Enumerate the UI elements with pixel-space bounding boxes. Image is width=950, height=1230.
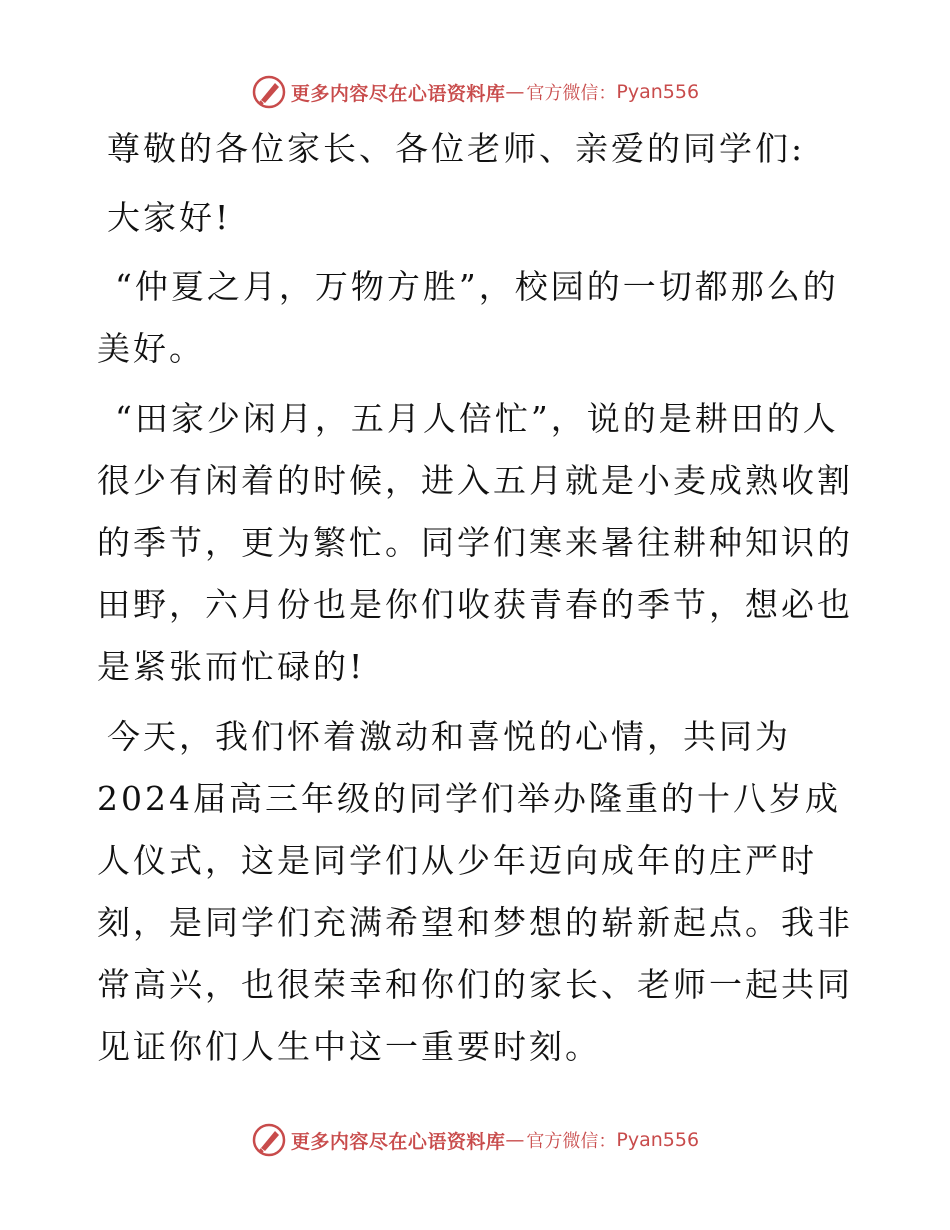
watermark-wechat-label: 官方微信： [526, 83, 617, 104]
paragraph-1: “仲夏之月，万物方胜”，校园的一切都那么的美好。 [97, 267, 839, 368]
greeting: 大家好! [107, 198, 232, 237]
pen-circle-logo-icon [251, 1122, 287, 1158]
watermark-wechat-id: Pyan556 [616, 1129, 700, 1151]
document-body [97, 118, 857, 1078]
pen-circle-logo-icon [251, 74, 287, 110]
watermark-separator: — [505, 81, 525, 103]
watermark-separator: — [505, 1129, 525, 1151]
paragraph-2: “田家少闲月，五月人倍忙”，说的是耕田的人很少有闲着的时候，进入五月就是小麦成熟收割的季节，更为繁忙。同学们寒来暑往耕种知识的田野，六月份也是你们收获青春的季节，想必也是紧张而忙碌的! [97, 399, 853, 686]
header-watermark [0, 70, 950, 114]
salutation: 尊敬的各位家长、各位老师、亲爱的同学们: [107, 129, 806, 168]
watermark-main-text: 更多内容尽在心语资料库 [290, 1130, 506, 1153]
footer-watermark [0, 1118, 950, 1162]
paragraph-3: 今天，我们怀着激动和喜悦的心情，共同为2024届高三年级的同学们举办隆重的十八岁成人仪式，这是同学们从少年迈向成年的庄严时刻，是同学们充满希望和梦想的崭新起点。我非常高兴，也很荣幸和你们的家长、老师一起共同见证你们人生中这一重要时刻。 [97, 717, 853, 1066]
watermark-main-text: 更多内容尽在心语资料库 [290, 82, 506, 105]
watermark-wechat-label: 官方微信： [526, 1131, 617, 1152]
watermark-wechat-id: Pyan556 [616, 81, 700, 103]
